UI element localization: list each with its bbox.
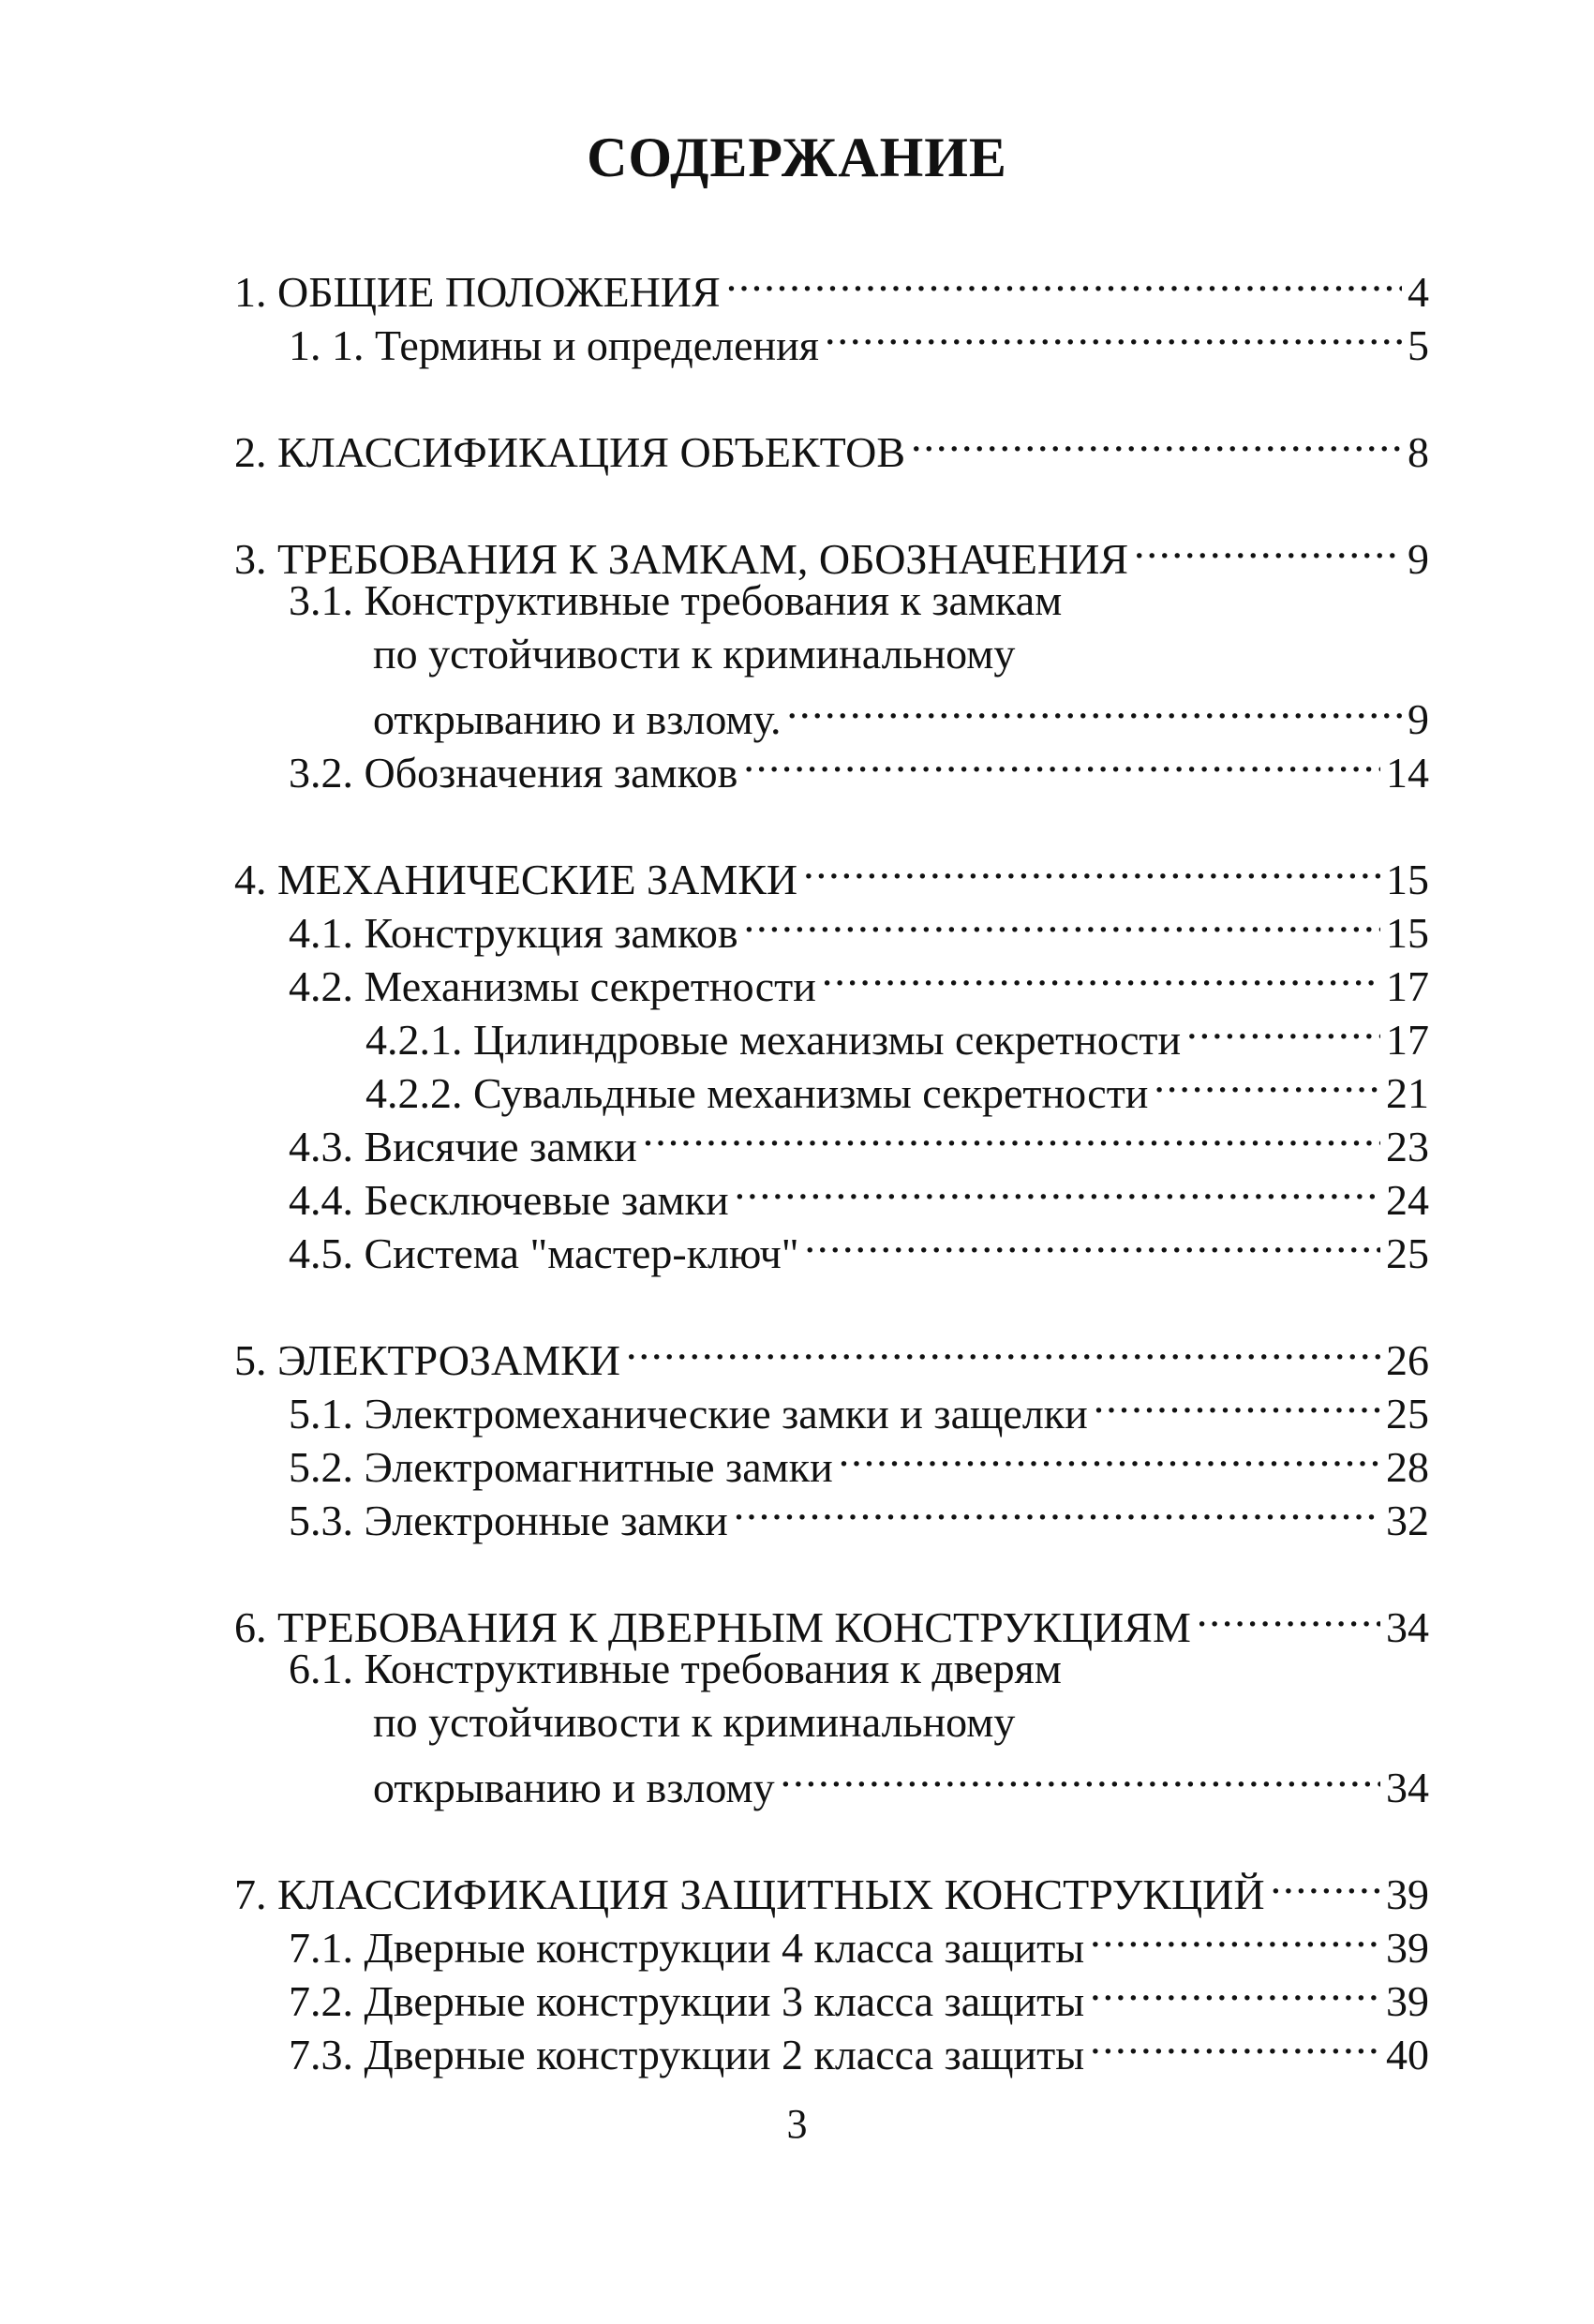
toc-entry-page: 39 bbox=[1386, 1924, 1429, 1972]
table-of-contents bbox=[234, 253, 1429, 2078]
dot-leader bbox=[781, 1749, 1380, 1802]
toc-entry-page: 15 bbox=[1386, 909, 1429, 957]
toc-entry-label: открыванию и взлому bbox=[373, 1764, 775, 1811]
dot-leader bbox=[805, 1214, 1380, 1268]
toc-entry-page: 24 bbox=[1386, 1176, 1429, 1224]
toc-entry-page: 21 bbox=[1386, 1069, 1429, 1117]
toc-entry-page: 32 bbox=[1386, 1497, 1429, 1544]
toc-entry-page: 9 bbox=[1408, 695, 1429, 743]
toc-entry-6-1-line2: по устойчивости к криминальному bbox=[373, 1698, 1016, 1746]
dot-leader bbox=[1094, 1375, 1380, 1428]
toc-entry-label: 7.2. Дверные конструкции 3 класса защиты bbox=[289, 1977, 1085, 2025]
toc-entry-6 bbox=[234, 1588, 1429, 1651]
toc-entry-page: 5 bbox=[1408, 321, 1429, 369]
toc-entry-label: 4.2.2. Сувальдные механизмы секретности bbox=[365, 1069, 1149, 1117]
toc-entry-label: 4.1. Конструкция замков bbox=[289, 909, 738, 957]
toc-entry-page: 28 bbox=[1386, 1443, 1429, 1491]
dot-leader bbox=[1154, 1054, 1380, 1108]
dot-leader bbox=[1090, 1909, 1380, 1962]
dot-leader bbox=[735, 1161, 1380, 1214]
toc-entry-page: 4 bbox=[1408, 268, 1429, 316]
dot-leader bbox=[643, 1108, 1380, 1161]
toc-entry-3-1-line2: по устойчивости к криминальному bbox=[373, 630, 1016, 678]
toc-entry-5 bbox=[234, 1321, 1429, 1384]
toc-entry-6-1-line1: 6.1. Конструктивные требования к дверям bbox=[289, 1645, 1062, 1692]
toc-entry-4 bbox=[234, 841, 1429, 903]
dot-leader bbox=[1134, 520, 1402, 574]
toc-entry-label: 7.1. Дверные конструкции 4 класса защиты bbox=[289, 1924, 1085, 1972]
dot-leader bbox=[825, 306, 1402, 360]
toc-entry-3-1 bbox=[234, 680, 1429, 743]
toc-entry-page: 9 bbox=[1408, 535, 1429, 583]
toc-entry-page: 34 bbox=[1386, 1764, 1429, 1811]
toc-entry-label: открыванию и взлому. bbox=[373, 695, 782, 743]
toc-entry-page: 26 bbox=[1386, 1336, 1429, 1384]
toc-entry-1 bbox=[234, 253, 1429, 316]
toc-entry-page: 17 bbox=[1386, 962, 1429, 1010]
toc-entry-label: 4.2. Механизмы секретности bbox=[289, 962, 816, 1010]
toc-entry-page: 34 bbox=[1386, 1603, 1429, 1651]
dot-leader bbox=[786, 680, 1402, 734]
toc-entry-page: 17 bbox=[1386, 1016, 1429, 1064]
toc-entry-label: 7.3. Дверные конструкции 2 класса защиты bbox=[289, 2031, 1085, 2078]
toc-entry-2 bbox=[234, 413, 1429, 476]
toc-entry-label: 5.2. Электромагнитные замки bbox=[289, 1443, 833, 1491]
toc-entry-3 bbox=[234, 520, 1429, 583]
dot-leader bbox=[744, 894, 1380, 947]
toc-entry-page: 40 bbox=[1386, 2031, 1429, 2078]
toc-entry-6-1 bbox=[234, 1749, 1429, 1811]
toc-entry-page: 39 bbox=[1386, 1870, 1429, 1918]
page-title: СОДЕРЖАНИЕ bbox=[587, 127, 1007, 188]
dot-leader bbox=[1197, 1588, 1380, 1642]
toc-entry-label: 3. ТРЕБОВАНИЯ К ЗАМКАМ, ОБОЗНАЧЕНИЯ bbox=[234, 535, 1129, 583]
toc-entry-label: 1. 1. Термины и определения bbox=[289, 321, 819, 369]
toc-entry-label: 3.2. Обозначения замков bbox=[289, 749, 738, 797]
dot-leader bbox=[726, 253, 1402, 306]
dot-leader bbox=[1090, 1962, 1380, 2016]
toc-entry-label: 4.3. Висячие замки bbox=[289, 1123, 637, 1170]
dot-leader bbox=[743, 734, 1380, 787]
dot-leader bbox=[822, 947, 1380, 1001]
toc-entry-label: 5. ЭЛЕКТРОЗАМКИ bbox=[234, 1336, 620, 1384]
toc-entry-label: 7. КЛАССИФИКАЦИЯ ЗАЩИТНЫХ КОНСТРУКЦИЙ bbox=[234, 1870, 1265, 1918]
dot-leader bbox=[803, 841, 1380, 894]
dot-leader bbox=[734, 1482, 1380, 1535]
toc-entry-page: 25 bbox=[1386, 1229, 1429, 1277]
toc-entry-label: 4.4. Бесключевые замки bbox=[289, 1176, 729, 1224]
toc-entry-page: 14 bbox=[1386, 749, 1429, 797]
toc-entry-page: 39 bbox=[1386, 1977, 1429, 2025]
dot-leader bbox=[839, 1428, 1380, 1482]
toc-entry-page: 8 bbox=[1408, 428, 1429, 476]
page-number: 3 bbox=[786, 2101, 808, 2147]
dot-leader bbox=[1090, 2016, 1380, 2069]
toc-entry-page: 25 bbox=[1386, 1390, 1429, 1438]
toc-entry-label: 5.1. Электромеханические замки и защелки bbox=[289, 1390, 1088, 1438]
toc-entry-label: 2. КЛАССИФИКАЦИЯ ОБЪЕКТОВ bbox=[234, 428, 906, 476]
toc-entry-3-1-line1: 3.1. Конструктивные требования к замкам bbox=[289, 576, 1063, 624]
toc-entry-page: 15 bbox=[1386, 856, 1429, 903]
toc-entry-label: 6. ТРЕБОВАНИЯ К ДВЕРНЫМ КОНСТРУКЦИЯМ bbox=[234, 1603, 1191, 1651]
dot-leader bbox=[626, 1321, 1380, 1375]
dot-leader bbox=[1271, 1855, 1380, 1909]
dot-leader bbox=[1186, 1001, 1380, 1054]
toc-entry-label: 4.2.1. Цилиндровые механизмы секретности bbox=[365, 1016, 1182, 1064]
dot-leader bbox=[911, 413, 1402, 467]
toc-entry-label: 4. МЕХАНИЧЕСКИЕ ЗАМКИ bbox=[234, 856, 798, 903]
toc-entry-page: 23 bbox=[1386, 1123, 1429, 1170]
toc-entry-label: 4.5. Система "мастер-ключ" bbox=[289, 1229, 799, 1277]
toc-entry-label: 5.3. Электронные замки bbox=[289, 1497, 728, 1544]
toc-entry-label: 1. ОБЩИЕ ПОЛОЖЕНИЯ bbox=[234, 268, 721, 316]
toc-entry-7 bbox=[234, 1855, 1429, 1918]
